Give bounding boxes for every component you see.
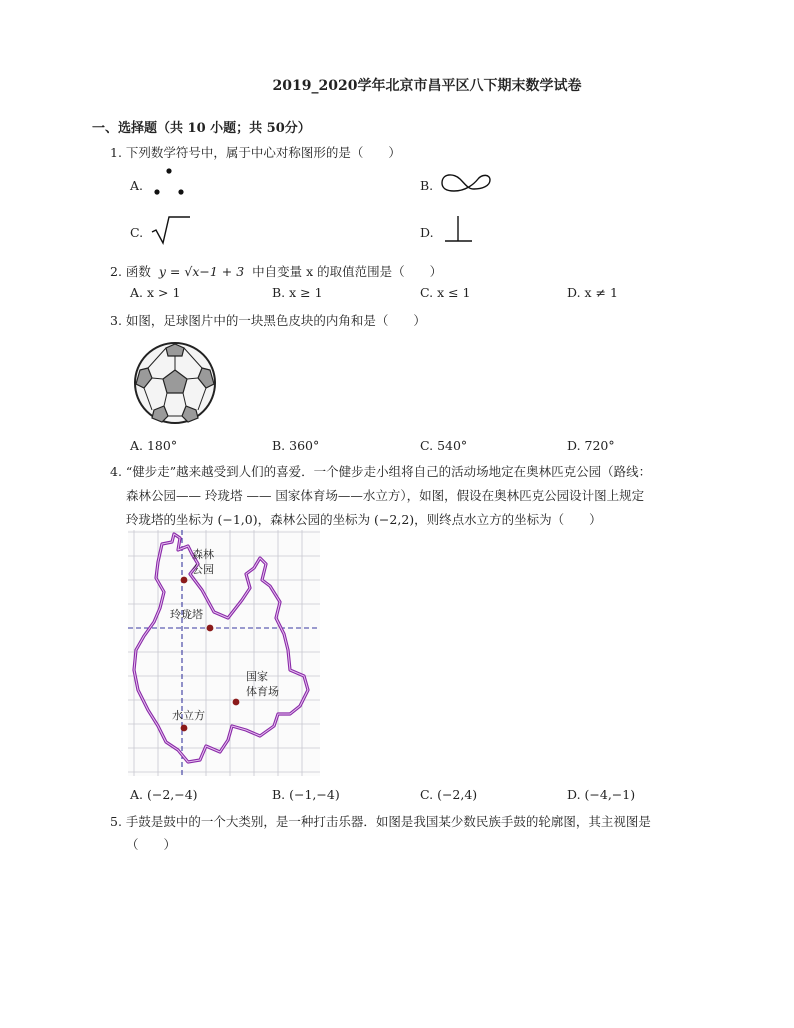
map-label-water-cube: 水立方 [172, 709, 205, 722]
question-4-line-1: 4. “健步走”越来越受到人们的喜爱．一个健步走小组将自己的活动场地定在奥林匹克公园（路线： [110, 464, 652, 479]
q4-option-a: A. (−2,−4) [130, 787, 198, 802]
question-1-stem: 1. 下列数学符号中，属于中心对称图形的是（ ） [110, 145, 401, 160]
olympic-park-map [128, 530, 320, 776]
q2-option-b: B. x ≥ 1 [272, 285, 323, 300]
q1-option-a-label: A. [130, 178, 144, 193]
question-3-stem: 3. 如图，足球图片中的一块黑色皮块的内角和是（ ） [110, 313, 426, 328]
q1-option-a-figure [150, 166, 190, 198]
map-label-forest-1: 森林 [192, 548, 214, 561]
q1-option-c-label: C. [130, 225, 144, 240]
q2-option-d: D. x ≠ 1 [567, 285, 618, 300]
q2-option-a: A. x > 1 [130, 285, 181, 300]
map-label-tower: 玲珑塔 [170, 608, 203, 621]
q1-option-b-figure [438, 170, 496, 196]
q2-stem-suffix: 中自变量 x 的取值范围是（ ） [252, 264, 443, 279]
q2-option-c: C. x ≤ 1 [420, 285, 471, 300]
map-label-forest-2: 公园 [192, 563, 214, 576]
q1-option-c-figure [150, 214, 194, 246]
section-heading: 一、选择题（共 10 小题；共 50分） [92, 121, 311, 136]
q1-option-b-label: B. [420, 178, 434, 193]
q4-option-d: D. (−4,−1) [567, 787, 636, 802]
q1-option-d-figure [442, 214, 476, 244]
question-5-line-2: （ ） [126, 837, 177, 852]
page-title: 2019_2020学年北京市昌平区八下期末数学试卷 [272, 78, 582, 94]
q2-formula: y = √x−1 + 3 [158, 264, 245, 279]
q3-option-a: A. 180° [130, 438, 178, 453]
q1-option-d-label: D. [420, 225, 434, 240]
map-label-stadium-2: 体育场 [246, 685, 279, 698]
q2-stem-prefix: 2. 函数 [110, 264, 151, 279]
q4-option-c: C. (−2,4) [420, 787, 478, 802]
question-4-line-2: 森林公园—— 玲珑塔 —— 国家体育场——水立方），如图，假设在奥林匹克公园设计图上规定 [126, 488, 645, 503]
q3-option-c: C. 540° [420, 438, 468, 453]
q4-option-b: B. (−1,−4) [272, 787, 340, 802]
soccer-ball-figure [132, 340, 218, 426]
question-4-line-3: 玲珑塔的坐标为 (−1,0)，森林公园的坐标为 (−2,2)，则终点水立方的坐标为（ ） [126, 512, 602, 527]
q3-option-b: B. 360° [272, 438, 320, 453]
question-2-stem [110, 262, 442, 280]
q3-option-d: D. 720° [567, 438, 615, 453]
map-label-stadium-1: 国家 [246, 670, 268, 683]
question-5-line-1: 5. 手鼓是鼓中的一个大类别，是一种打击乐器．如图是我国某少数民族手鼓的轮廓图，其主视图是 [110, 814, 651, 829]
